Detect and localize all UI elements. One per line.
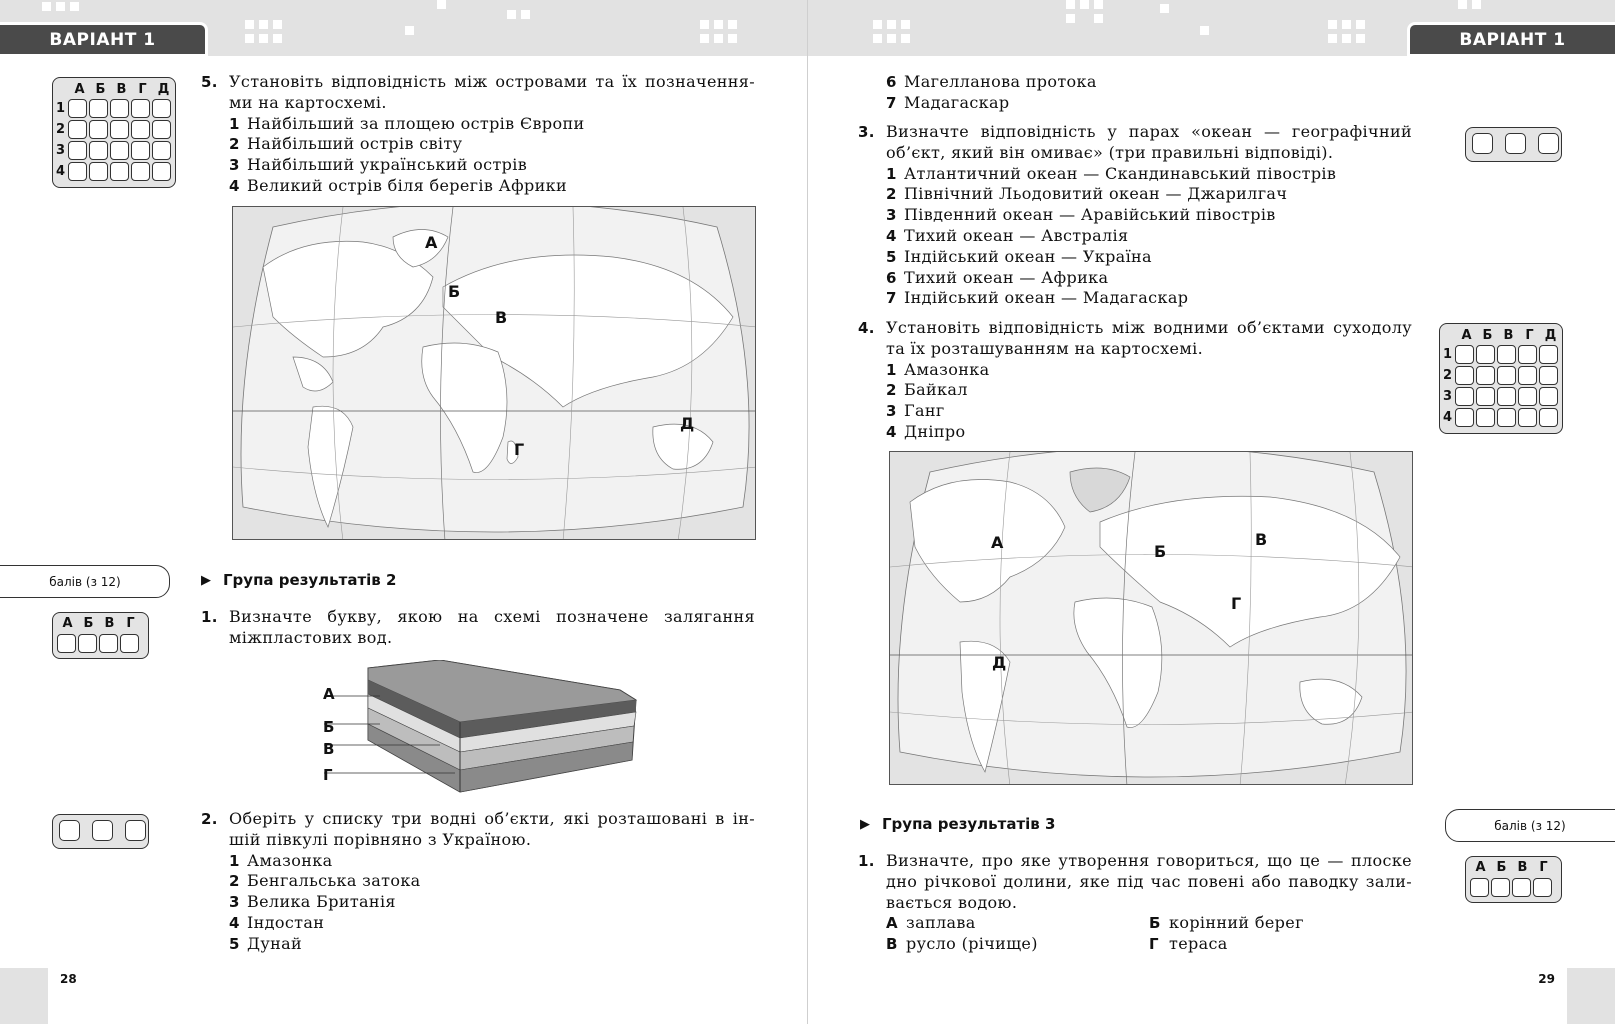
answer-box[interactable] bbox=[131, 162, 150, 181]
answer-box[interactable] bbox=[1497, 345, 1516, 364]
group-heading: ▶ Група результатів 2 bbox=[201, 571, 397, 589]
diagram-label: Г bbox=[323, 766, 333, 784]
answer-box[interactable] bbox=[59, 820, 80, 841]
answer-box[interactable] bbox=[1476, 345, 1495, 364]
answer-box[interactable] bbox=[89, 99, 108, 118]
answer-box[interactable] bbox=[131, 120, 150, 139]
answer-box[interactable] bbox=[1497, 387, 1516, 406]
answer-box[interactable] bbox=[1539, 345, 1558, 364]
question-5: 5. Установіть відповідність між островами та їх позначення-ми на картосхемі. 1 Найбільший за площею острів Європи 2 Найбільший острів світу 3 Найбільший український острів 4 Великий острів біля берегів Африки bbox=[201, 72, 755, 195]
answer-box[interactable] bbox=[1539, 408, 1558, 427]
answer-box[interactable] bbox=[1470, 878, 1489, 897]
map-label: Д bbox=[992, 653, 1007, 672]
question-text: Визначте відповідність у парах «океан — географічний об’єкт, який він омиває» (три правильні відповіді). bbox=[886, 122, 1412, 162]
answer-box[interactable] bbox=[1455, 345, 1474, 364]
answer-grid-q4: А Б В Г Д 1 2 3 4 bbox=[1439, 323, 1563, 434]
answer-box[interactable] bbox=[1472, 133, 1493, 154]
answer-box[interactable] bbox=[1497, 408, 1516, 427]
question-g2-2: 2. Оберіть у списку три водні об’єкти, які розташовані в ін-шій півкулі порівняно з Україною. 1 Амазонка 2 Бенгальська затока 3 Велика Британія 4 Індостан 5 Дунай bbox=[201, 809, 755, 953]
answer-box[interactable] bbox=[120, 634, 139, 653]
answer-boxes-g2q2 bbox=[52, 814, 149, 849]
map-label: А bbox=[425, 233, 438, 252]
answer-box[interactable] bbox=[1505, 133, 1526, 154]
triangle-icon: ▶ bbox=[860, 816, 870, 832]
question-text: Визначте букву, якою на схемі позначене залягання міжпластових вод. bbox=[229, 607, 755, 647]
answer-box[interactable] bbox=[1455, 387, 1474, 406]
answer-box[interactable] bbox=[1539, 366, 1558, 385]
triangle-icon: ▶ bbox=[201, 572, 211, 588]
footer-band bbox=[1567, 968, 1615, 1024]
left-page bbox=[0, 0, 807, 1024]
answer-box[interactable] bbox=[152, 141, 171, 160]
answer-box[interactable] bbox=[110, 120, 129, 139]
map-label: Б bbox=[1154, 542, 1167, 561]
answer-box[interactable] bbox=[1497, 366, 1516, 385]
answer-boxes-q3 bbox=[1465, 127, 1562, 162]
variant-tab: ВАРІАНТ 1 bbox=[1407, 22, 1615, 57]
map-label: В bbox=[495, 308, 508, 327]
answer-grid-q5: А Б В Г Д 1 2 3 4 bbox=[52, 77, 176, 188]
answer-box[interactable] bbox=[1476, 408, 1495, 427]
answer-box[interactable] bbox=[1476, 387, 1495, 406]
rock-layers-diagram bbox=[320, 660, 640, 795]
answer-box[interactable] bbox=[57, 634, 76, 653]
answer-box[interactable] bbox=[152, 162, 171, 181]
diagram-label: А bbox=[323, 685, 335, 703]
answer-box[interactable] bbox=[152, 120, 171, 139]
answer-box[interactable] bbox=[1518, 408, 1537, 427]
answer-box[interactable] bbox=[131, 141, 150, 160]
answer-box[interactable] bbox=[1518, 345, 1537, 364]
group-heading: ▶ Група результатів 3 bbox=[860, 815, 1056, 833]
question-text: Установіть відповідність між островами та їх позначення-ми на картосхемі. bbox=[229, 72, 755, 112]
answer-box[interactable] bbox=[1539, 387, 1558, 406]
question-g3-1: 1. Визначте, про яке утворення говориться, що це — плоске дно річкової долини, яке під час повені або паводку зали-вається водою. А заплава Б корінний берег В русло (річище) Г тераса bbox=[858, 851, 1412, 954]
footer-band bbox=[0, 968, 48, 1024]
answer-box[interactable] bbox=[152, 99, 171, 118]
variant-tab: ВАРІАНТ 1 bbox=[0, 22, 208, 57]
question-text: Оберіть у списку три водні об’єкти, які розташовані в ін-шій півкулі порівняно з Україною. bbox=[229, 809, 755, 849]
score-pill: балів (з 12) bbox=[0, 565, 170, 598]
answer-grid-g3q1: А Б В Г bbox=[1465, 856, 1562, 903]
answer-box[interactable] bbox=[89, 120, 108, 139]
answer-box[interactable] bbox=[1491, 878, 1510, 897]
question-3: 3. Визначте відповідність у парах «океан — географічний об’єкт, який він омиває» (три правильні відповіді). 1 Атлантичний океан — Скандинавський півострів 2 Північний Льодовитий океан — Джарилгач 3 Південний океан — Аравійський півострів 4 Тихий океан — Австралія 5 Індійський океан — Україна 6 Тихий океан — Африка 7 Індійський океан — Мадагаскар bbox=[858, 122, 1412, 308]
world-map-islands bbox=[232, 206, 756, 540]
question-g2-1: 1. Визначте букву, якою на схемі позначене залягання міжпластових вод. bbox=[201, 607, 755, 647]
question-text: Установіть відповідність між водними об’єктами суходолу та їх розташуванням на картосхемі. bbox=[886, 318, 1412, 358]
answer-box[interactable] bbox=[89, 162, 108, 181]
diagram-label: Б bbox=[323, 718, 335, 736]
answer-box[interactable] bbox=[68, 99, 87, 118]
world-map-water-objects bbox=[889, 451, 1413, 785]
score-pill: балів (з 12) bbox=[1445, 809, 1615, 842]
answer-box[interactable] bbox=[99, 634, 118, 653]
answer-box[interactable] bbox=[1455, 408, 1474, 427]
map-label: В bbox=[1255, 530, 1268, 549]
answer-box[interactable] bbox=[1518, 387, 1537, 406]
map-label: Д bbox=[680, 414, 695, 433]
question-4: 4. Установіть відповідність між водними об’єктами суходолу та їх розташуванням на картосхемі. 1 Амазонка 2 Байкал 3 Ганг 4 Дніпро bbox=[858, 318, 1412, 441]
answer-box[interactable] bbox=[1533, 878, 1552, 897]
map-label: Г bbox=[514, 440, 525, 459]
answer-box[interactable] bbox=[92, 820, 113, 841]
answer-box[interactable] bbox=[1538, 133, 1559, 154]
question-text: Визначте, про яке утворення говориться, що це — плоске дно річкової долини, яке під час повені або паводку зали-вається водою. bbox=[886, 851, 1412, 912]
map-label: А bbox=[991, 533, 1004, 552]
continued-options: 6 Магелланова протока 7 Мадагаскар bbox=[886, 72, 1097, 112]
answer-box[interactable] bbox=[1518, 366, 1537, 385]
answer-box[interactable] bbox=[68, 141, 87, 160]
answer-box[interactable] bbox=[68, 120, 87, 139]
answer-grid-g2q1: А Б В Г bbox=[52, 612, 149, 659]
answer-box[interactable] bbox=[78, 634, 97, 653]
answer-box[interactable] bbox=[1476, 366, 1495, 385]
map-label: Б bbox=[448, 282, 461, 301]
answer-box[interactable] bbox=[110, 162, 129, 181]
page-number: 29 bbox=[1538, 972, 1555, 986]
right-page bbox=[808, 0, 1615, 1024]
answer-box[interactable] bbox=[68, 162, 87, 181]
map-label: Г bbox=[1231, 594, 1242, 613]
diagram-label: В bbox=[323, 740, 335, 758]
answer-box[interactable] bbox=[110, 141, 129, 160]
answer-box[interactable] bbox=[1512, 878, 1531, 897]
answer-box[interactable] bbox=[89, 141, 108, 160]
answer-box[interactable] bbox=[110, 99, 129, 118]
answer-box[interactable] bbox=[1455, 366, 1474, 385]
answer-box[interactable] bbox=[131, 99, 150, 118]
answer-box[interactable] bbox=[125, 820, 146, 841]
page-number: 28 bbox=[60, 972, 77, 986]
